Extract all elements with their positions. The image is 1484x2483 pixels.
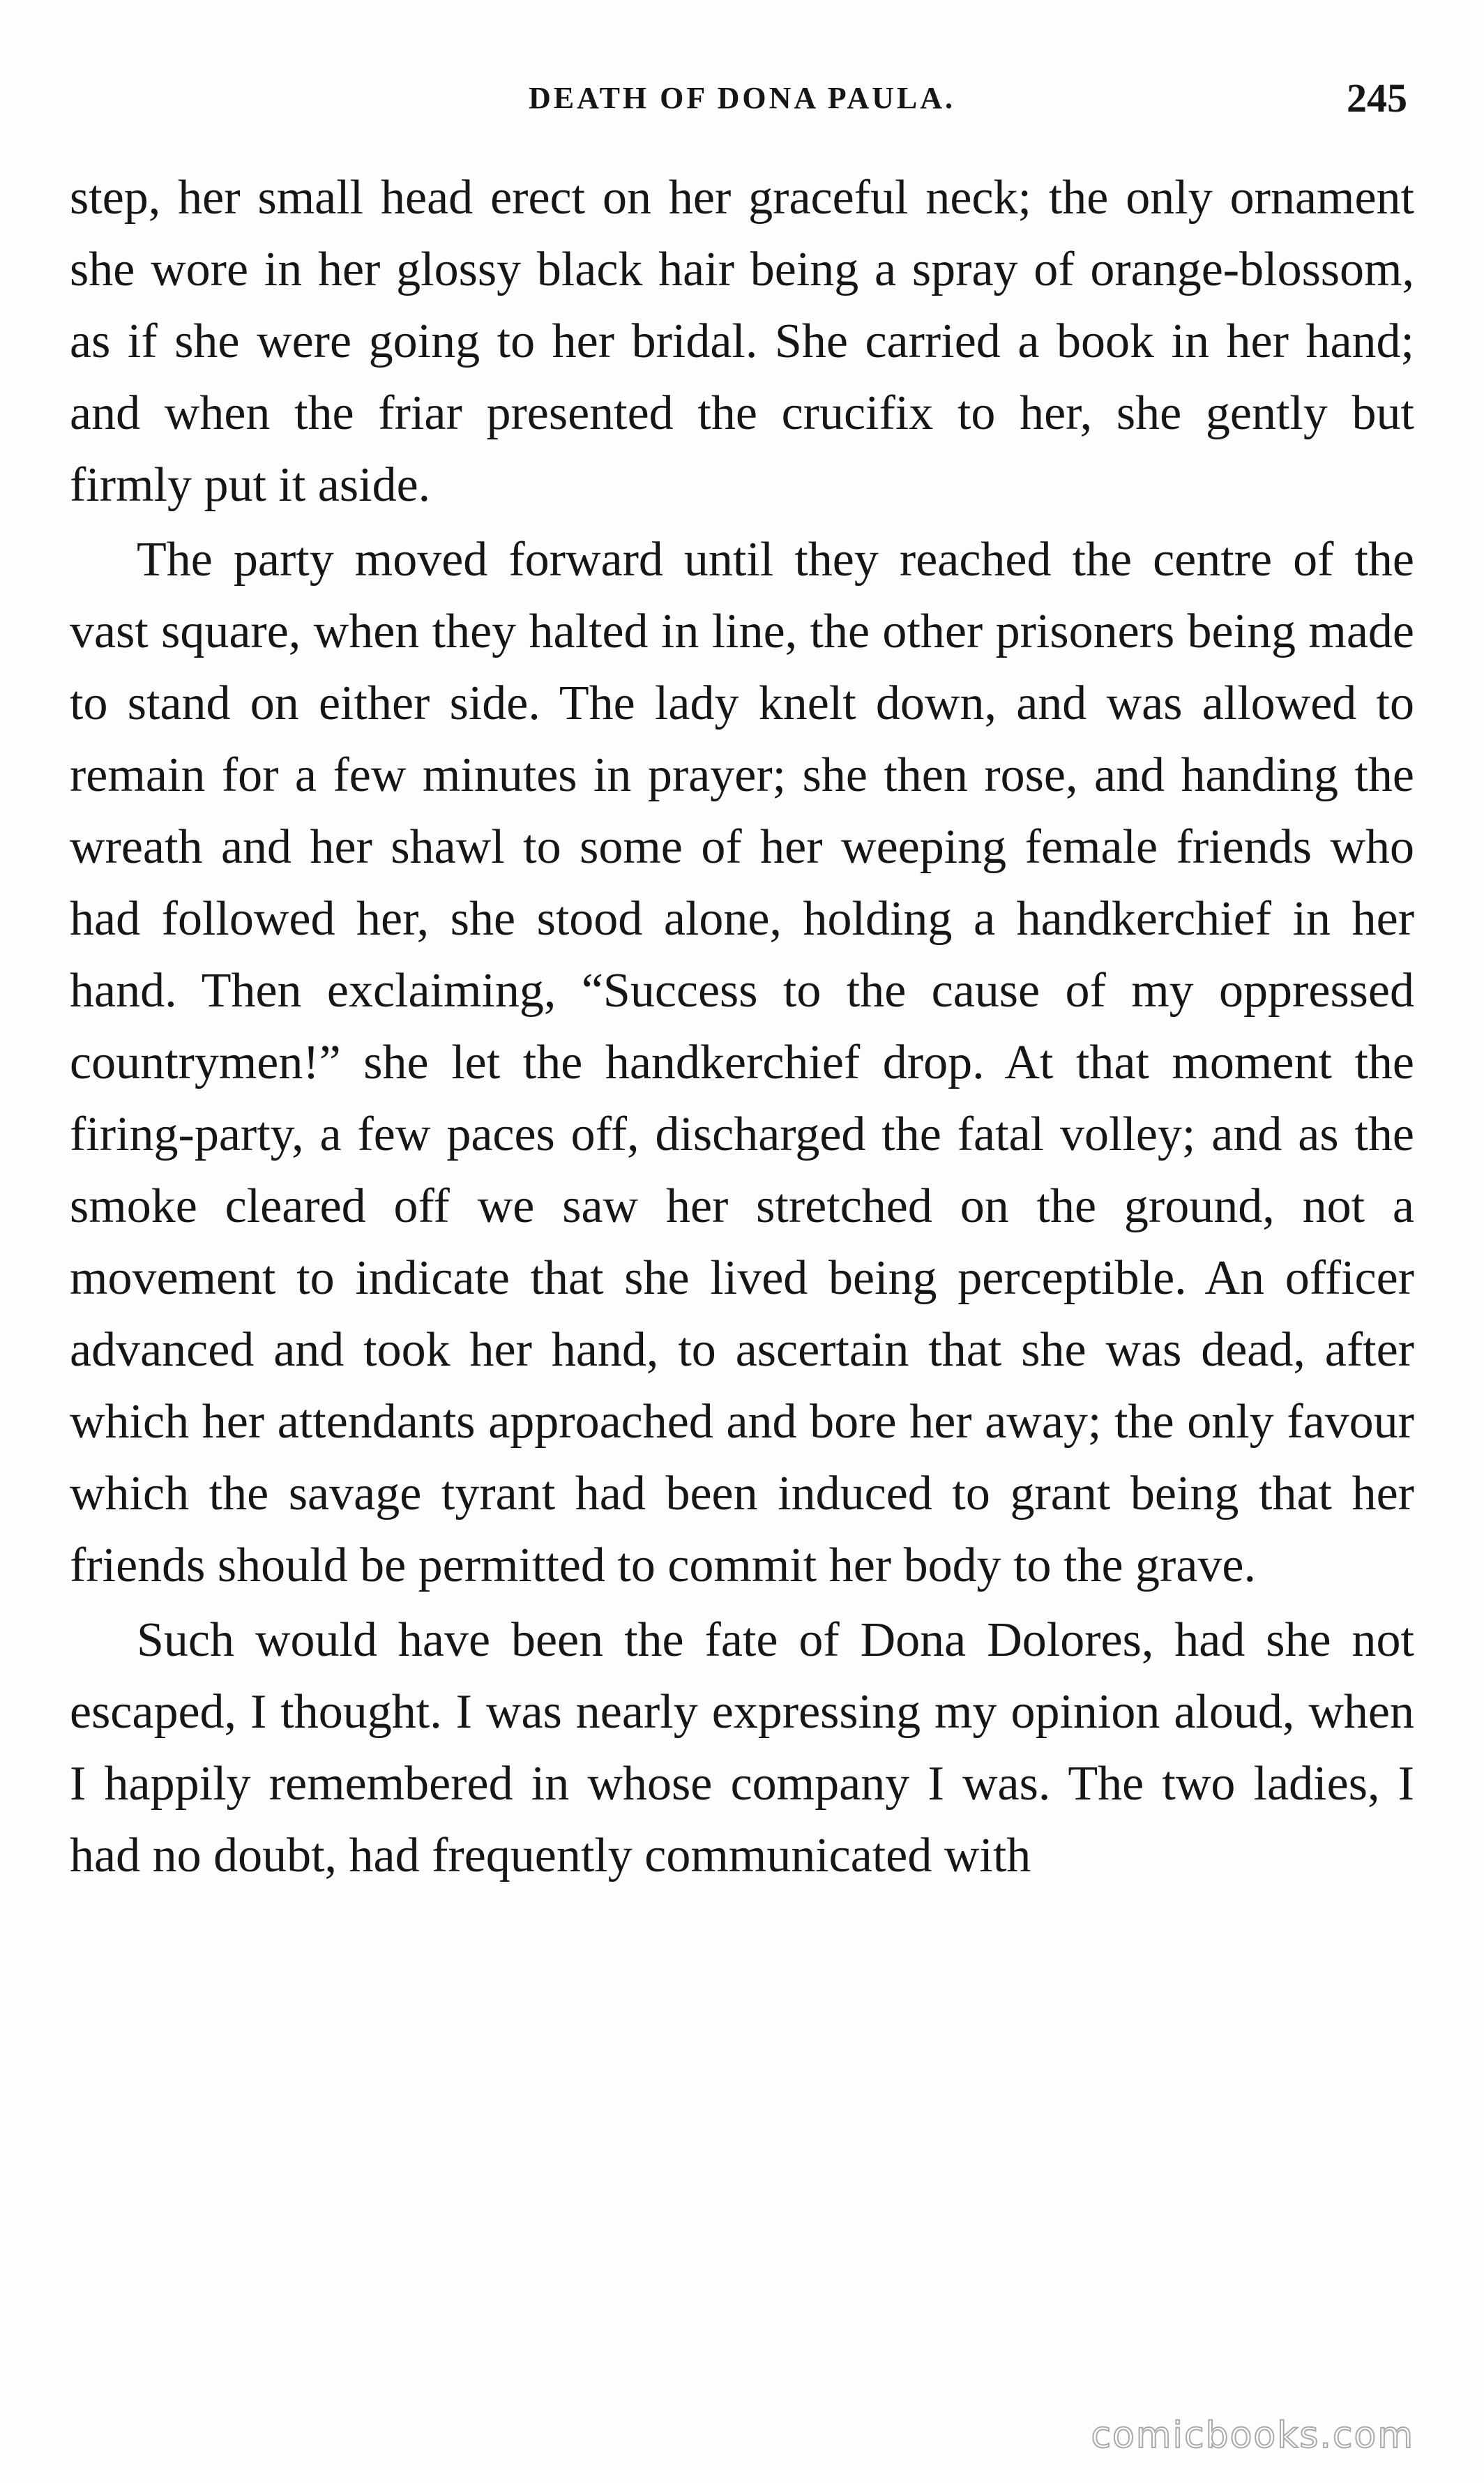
watermark: comicbooks.com [1091,2415,1414,2456]
page-number: 245 [1347,75,1407,121]
paragraph-dona-dolores: Such would have been the fate of Dona Dolores, had she not escaped, I thought. I was nearly expressing my opinion aloud, when I happily remembered in whose company I was. The two ladies, I had no doubt, had frequently communicated with [70,1613,1414,1882]
paragraph-continued: step, her small head erect on her graceful neck; the only ornament she wore in her glossy black hair being a spray of orange-blossom, as if she were going to her bridal. She carried a book in her hand; and when the friar presented the crucifix to her, she gently but firmly put it aside. [70,171,1414,512]
body-text [70,162,1414,1892]
page-header [70,67,1414,130]
paragraph-execution: The party moved forward until they reached the centre of the vast square, when they halted in line, the other prisoners being made to stand on either side. The lady knelt down, and was allowed to remain for a few minutes in prayer; she then rose, and handing the wreath and her shawl to some of her weeping female friends who had followed her, she stood alone, holding a handkerchief in her hand. Then exclaiming, “Success to the cause of my oppressed countrymen!” she let the handkerchief drop. At that moment the firing-party, a few paces off, discharged the fatal volley; and as the smoke cleared off we saw her stretched on the ground, not a movement to indicate that she lived being perceptible. An officer advanced and took her hand, to ascertain that she was dead, after which her attendants approached and bore her away; the only favour which the savage tyrant had been induced to grant being that her friends should be permitted to commit her body to the grave. [70,533,1414,1592]
running-title: DEATH OF DONA PAULA. [528,81,956,115]
